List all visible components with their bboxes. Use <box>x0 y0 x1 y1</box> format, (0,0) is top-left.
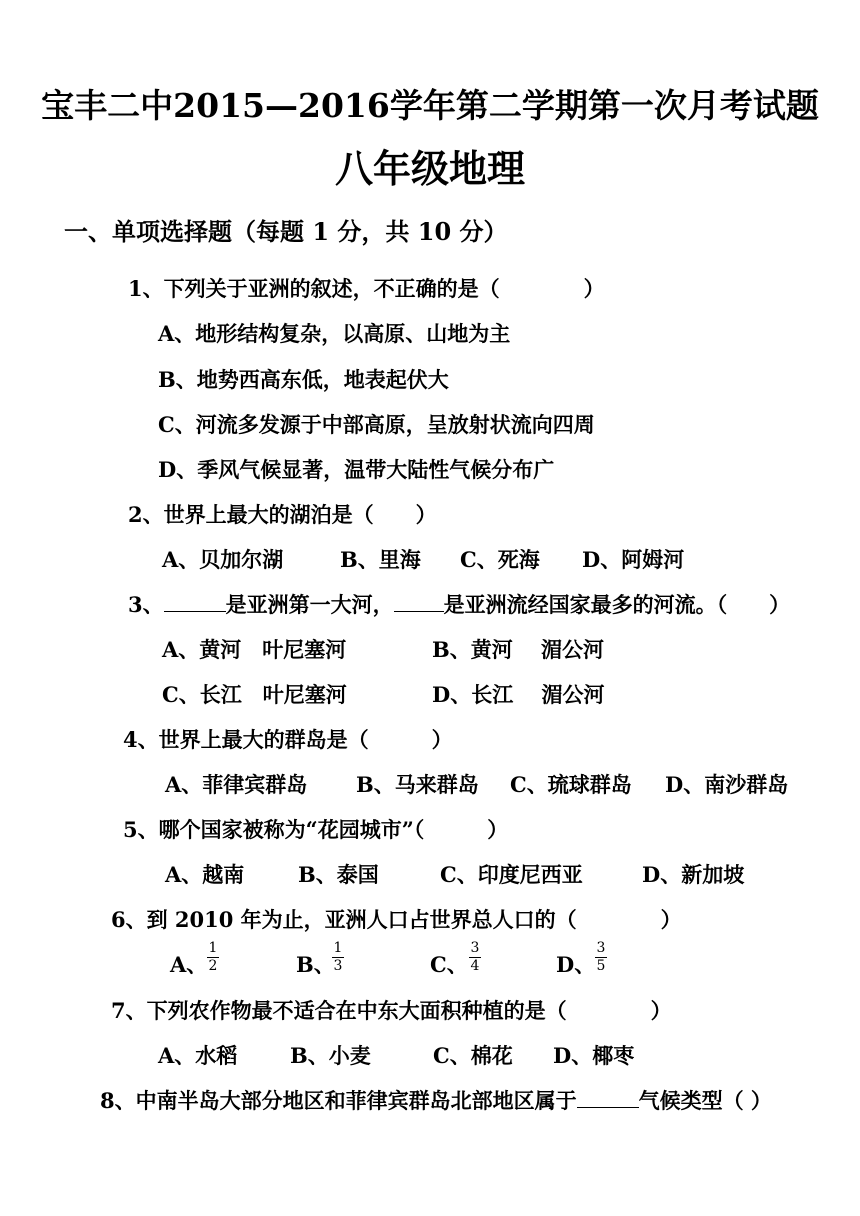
question-1-option-b: B、地势西高东低，地表起伏大 <box>158 367 449 392</box>
question-1-option-d: D、季风气候显著，温带大陆性气候分布广 <box>158 457 555 482</box>
question-2-stem: 2、世界上最大的湖泊是（ ） <box>128 502 437 527</box>
exam-subtitle: 八年级地理 <box>334 146 525 191</box>
question-3-stem-part-3: 是亚洲流经国家最多的河流。（ ） <box>443 592 791 617</box>
question-4-option-c: C、琉球群岛 <box>510 772 632 797</box>
question-5-option-d: D、新加坡 <box>642 862 745 887</box>
question-2-option-a: A、贝加尔湖 <box>162 547 284 572</box>
exam-title: 宝丰二中2015—2016学年第二学期第一次月考试题 <box>41 86 819 125</box>
fraction-three-quarters: 3 4 <box>470 940 480 974</box>
question-6-option-c: C、 <box>430 952 468 977</box>
question-1-stem: 1、下列关于亚洲的叙述，不正确的是（ ） <box>128 276 605 301</box>
question-5-option-a: A、越南 <box>165 862 245 887</box>
question-3-stem-part-1: 3、 <box>128 592 164 617</box>
question-1-option-c: C、河流多发源于中部高原，呈放射状流向四周 <box>158 412 595 437</box>
question-5-option-c: C、印度尼西亚 <box>440 862 583 887</box>
question-1-option-a: A、地形结构复杂，以高原、山地为主 <box>158 321 511 346</box>
question-4-option-d: D、南沙群岛 <box>665 772 789 797</box>
question-7-option-b: B、小麦 <box>290 1043 371 1068</box>
question-7-stem: 7、下列农作物最不适合在中东大面积种植的是（ ） <box>111 998 672 1023</box>
question-4-stem: 4、世界上最大的群岛是（ ） <box>123 727 453 752</box>
question-6-option-b: B、 <box>296 952 335 977</box>
answer-blank <box>164 591 226 612</box>
question-5-option-b: B、泰国 <box>298 862 379 887</box>
question-6-option-d: D、 <box>556 952 596 977</box>
question-3-option-a: A、黄河 叶尼塞河 <box>162 637 347 662</box>
question-8-stem-part-1: 8、中南半岛大部分地区和菲律宾群岛北部地区属于 <box>100 1088 577 1113</box>
question-2-option-b: B、里海 <box>340 547 421 572</box>
answer-blank <box>394 591 444 612</box>
fraction-three-fifths: 3 5 <box>596 940 606 974</box>
question-3-option-b: B、黄河 湄公河 <box>432 637 605 662</box>
question-2-option-c: C、死海 <box>460 547 540 572</box>
question-3-stem <box>128 589 790 619</box>
question-2-option-d: D、阿姆河 <box>582 547 685 572</box>
question-6-stem: 6、到 2010 年为止，亚洲人口占世界总人口的（ ） <box>111 907 682 932</box>
question-7-option-d: D、椰枣 <box>553 1043 635 1068</box>
fraction-one-half: 1 2 <box>208 940 218 974</box>
question-7-option-a: A、水稻 <box>158 1043 238 1068</box>
section-heading: 一、单项选择题（每题 1 分，共 10 分） <box>64 217 508 246</box>
question-3-option-c: C、长江 叶尼塞河 <box>162 682 347 707</box>
question-4-option-a: A、菲律宾群岛 <box>165 772 308 797</box>
question-3-stem-part-2: 是亚洲第一大河， <box>225 592 394 617</box>
question-6-option-a: A、 <box>170 952 208 977</box>
question-3-option-d: D、长江 湄公河 <box>432 682 605 707</box>
question-4-option-b: B、马来群岛 <box>356 772 479 797</box>
answer-blank <box>577 1087 639 1108</box>
question-8-stem <box>100 1085 772 1115</box>
question-8-stem-part-2: 气候类型（ ） <box>638 1088 772 1113</box>
fraction-one-third: 1 3 <box>333 940 343 974</box>
question-5-stem: 5、哪个国家被称为“花园城市”（ ） <box>123 817 509 842</box>
question-7-option-c: C、棉花 <box>433 1043 513 1068</box>
